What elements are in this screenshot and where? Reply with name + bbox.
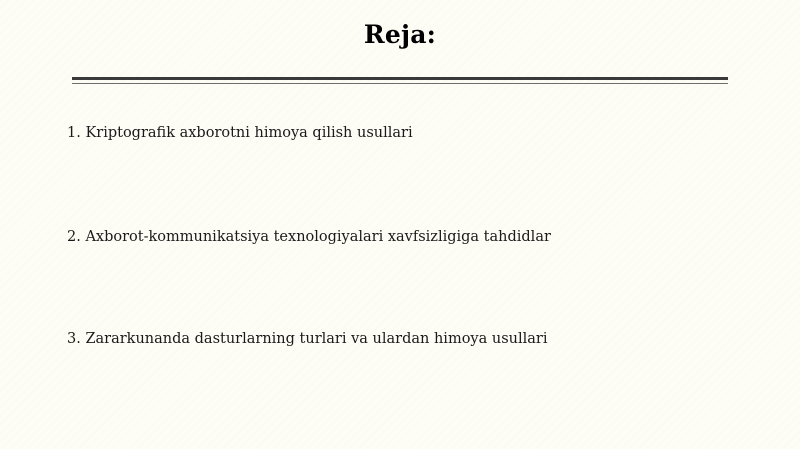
plan-item-3: 3. Zararkunanda dasturlarning turlari va ulardan himoya usullari	[67, 331, 548, 347]
slide-title: Reja:	[363, 20, 437, 49]
title-divider-thick	[72, 77, 728, 80]
title-divider-thin	[72, 83, 728, 84]
plan-item-2: 2. Axborot-kommunikatsiya texnologiyalari xavfsizligiga tahdidlar	[67, 229, 551, 245]
plan-item-1: 1. Kriptografik axborotni himoya qilish usullari	[67, 125, 413, 141]
